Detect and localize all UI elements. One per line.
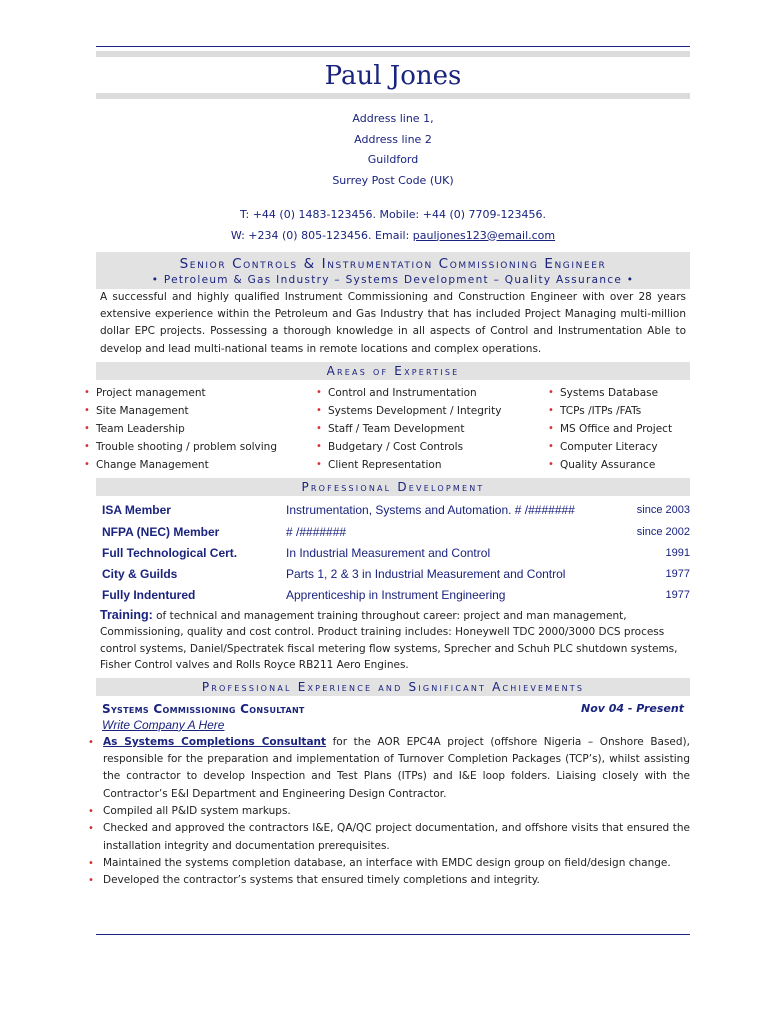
expertise-column-1 bbox=[84, 384, 316, 474]
bullet-icon: • bbox=[88, 736, 94, 748]
candidate-name: Paul Jones bbox=[324, 61, 462, 91]
address-county: Surrey Post Code (UK) bbox=[332, 173, 454, 187]
credential-description: Instrumentation, Systems and Automation. # /####### bbox=[286, 503, 575, 518]
training-text: of technical and management training throughout career: project and man management, Commissioning, quality and cost control. Product training includes: Honeywell TDC 2000/3000 DCS process control systems, Daniel/Spectratek fiscal metering flow systems, Sprecher and Schuh PLC shutdown systems, Fisher Control valves and Rolls Royce RB211 Aero Engines. bbox=[100, 609, 678, 672]
credential-description: # /####### bbox=[286, 524, 347, 539]
expertise-column-3 bbox=[548, 384, 690, 474]
bullet-icon: • bbox=[316, 458, 322, 470]
bullet-icon: • bbox=[88, 823, 94, 835]
header-band-bottom bbox=[96, 93, 690, 99]
bullet-icon: • bbox=[84, 440, 90, 452]
list-item: • TCPs /ITPs /FATs bbox=[548, 402, 690, 420]
bullet-icon: • bbox=[88, 857, 94, 869]
bullet-icon: • bbox=[84, 386, 90, 398]
job-title: Senior Controls & Instrumentation Commissioning Engineer bbox=[179, 256, 607, 272]
bullet-icon: • bbox=[548, 404, 554, 416]
list-item: • Systems Development / Integrity bbox=[316, 402, 548, 420]
credential-label: City & Guilds bbox=[102, 566, 178, 581]
list-item: • Systems Database bbox=[548, 384, 690, 402]
bullet-icon: • bbox=[84, 404, 90, 416]
headline-band bbox=[96, 252, 690, 289]
list-item: • Budgetary / Cost Controls bbox=[316, 438, 548, 456]
section-heading-experience: Professional Experience and Significant Achievements bbox=[96, 678, 690, 696]
contact-block bbox=[96, 205, 690, 246]
table-row bbox=[96, 542, 690, 563]
expertise-column-2 bbox=[316, 384, 548, 474]
role-lead-text: for the AOR EPC4A project (offshore Nigeria – Onshore Based), responsible for the preparation and implementation of Turnover Completion Packages (TCP’s), whilst assisting the contractor to develop Inspection and Test Plans (ITPs) and I&E loop folders. Liaising closely with the Contractor’s E&I Department and Engineering Design Contractor. bbox=[103, 735, 690, 800]
credential-date: since 2002 bbox=[636, 525, 690, 538]
table-row bbox=[96, 500, 690, 521]
table-row bbox=[96, 521, 690, 542]
list-item: • Compiled all P&ID system markups. bbox=[96, 803, 690, 820]
role-header bbox=[96, 702, 690, 716]
list-item: • Quality Assurance bbox=[548, 456, 690, 474]
top-rule bbox=[96, 36, 690, 47]
bullet-icon: • bbox=[84, 422, 90, 434]
resume-page bbox=[84, 0, 690, 889]
list-item: • Project management bbox=[84, 384, 316, 402]
bullet-icon: • bbox=[88, 875, 94, 887]
email-link[interactable]: pauljones123@email.com bbox=[412, 228, 556, 242]
role-title: Systems Commissioning Consultant bbox=[102, 701, 305, 716]
table-row bbox=[96, 563, 690, 584]
list-item: • Computer Literacy bbox=[548, 438, 690, 456]
list-item: • MS Office and Project bbox=[548, 420, 690, 438]
credential-date: 1977 bbox=[665, 567, 690, 580]
list-item: • Checked and approved the contractors I&E, QA/QC project documentation, and offshore visits that ensured the installation integrity and documentation prerequisites. bbox=[88, 822, 690, 852]
development-table bbox=[96, 500, 690, 606]
web-phone-text: W: +234 (0) 805-123456. Email: bbox=[230, 228, 413, 242]
phone-line: T: +44 (0) 1483-123456. Mobile: +44 (0) 7709-123456. bbox=[240, 208, 546, 221]
table-row bbox=[96, 585, 690, 606]
achievements-list bbox=[88, 734, 690, 890]
profile-summary: A successful and highly qualified Instrument Commissioning and Construction Engineer with over 28 years extensive experience within the Petroleum and Gas Industry that has included Project Managing multi-million dollar EPC projects. Possessing a thorough knowledge in all aspects of Control and Instrumentation Able to develop and lead multi-national teams in remote locations and complex operations. bbox=[100, 291, 686, 355]
bullet-icon: • bbox=[316, 422, 322, 434]
credential-label: Fully Indentured bbox=[102, 588, 196, 603]
section-heading-expertise: Areas of Expertise bbox=[96, 362, 690, 380]
credential-date: 1977 bbox=[665, 589, 690, 602]
list-item: • Staff / Team Development bbox=[316, 420, 548, 438]
credential-label: NFPA (NEC) Member bbox=[102, 524, 220, 539]
credential-description: Apprenticeship in Instrument Engineering bbox=[286, 588, 506, 603]
list-item: • Site Management bbox=[84, 402, 316, 420]
address-line-2: Address line 2 bbox=[354, 132, 432, 146]
training-paragraph bbox=[96, 607, 690, 674]
role-date: Nov 04 - Present bbox=[580, 701, 684, 715]
expertise-list bbox=[84, 384, 690, 474]
list-item: • Control and Instrumentation bbox=[316, 384, 548, 402]
role-lead-label: As Systems Completions Consultant bbox=[103, 735, 327, 748]
bullet-icon: • bbox=[84, 458, 90, 470]
address-block bbox=[96, 109, 690, 191]
list-item bbox=[88, 734, 690, 803]
company-name: Write Company A Here bbox=[102, 717, 225, 732]
bottom-rule bbox=[96, 934, 690, 935]
address-line-1: Address line 1, bbox=[352, 112, 434, 125]
bullet-icon: • bbox=[548, 440, 554, 452]
credential-label: ISA Member bbox=[102, 503, 171, 518]
address-city: Guildford bbox=[367, 153, 419, 166]
list-item: • Change Management bbox=[84, 456, 316, 474]
bullet-icon: • bbox=[316, 404, 322, 416]
bullet-icon: • bbox=[548, 458, 554, 470]
bullet-icon: • bbox=[88, 805, 94, 817]
bullet-icon: • bbox=[316, 440, 322, 452]
web-email-line bbox=[96, 226, 690, 247]
training-label: Training: bbox=[100, 607, 153, 622]
list-item: • Client Representation bbox=[316, 456, 548, 474]
header-band-top bbox=[96, 51, 690, 57]
bullet-icon: • bbox=[548, 422, 554, 434]
credential-description: In Industrial Measurement and Control bbox=[286, 545, 491, 560]
list-item: • Team Leadership bbox=[84, 420, 316, 438]
section-heading-development: Professional Development bbox=[96, 478, 690, 496]
credential-date: 1991 bbox=[665, 546, 690, 559]
list-item: • Maintained the systems completion database, an interface with EMDC design group on field/design change. bbox=[96, 855, 690, 872]
bullet-icon: • bbox=[548, 386, 554, 398]
credential-description: Parts 1, 2 & 3 in Industrial Measurement and Control bbox=[286, 566, 566, 581]
credential-date: since 2003 bbox=[636, 504, 690, 517]
list-item: • Developed the contractor’s systems that ensured timely completions and integrity. bbox=[96, 872, 690, 889]
credential-label: Full Technological Cert. bbox=[102, 545, 238, 560]
bullet-icon: • bbox=[316, 386, 322, 398]
tagline: • Petroleum & Gas Industry – Systems Development – Quality Assurance • bbox=[151, 274, 635, 286]
list-item: • Trouble shooting / problem solving bbox=[84, 438, 316, 456]
